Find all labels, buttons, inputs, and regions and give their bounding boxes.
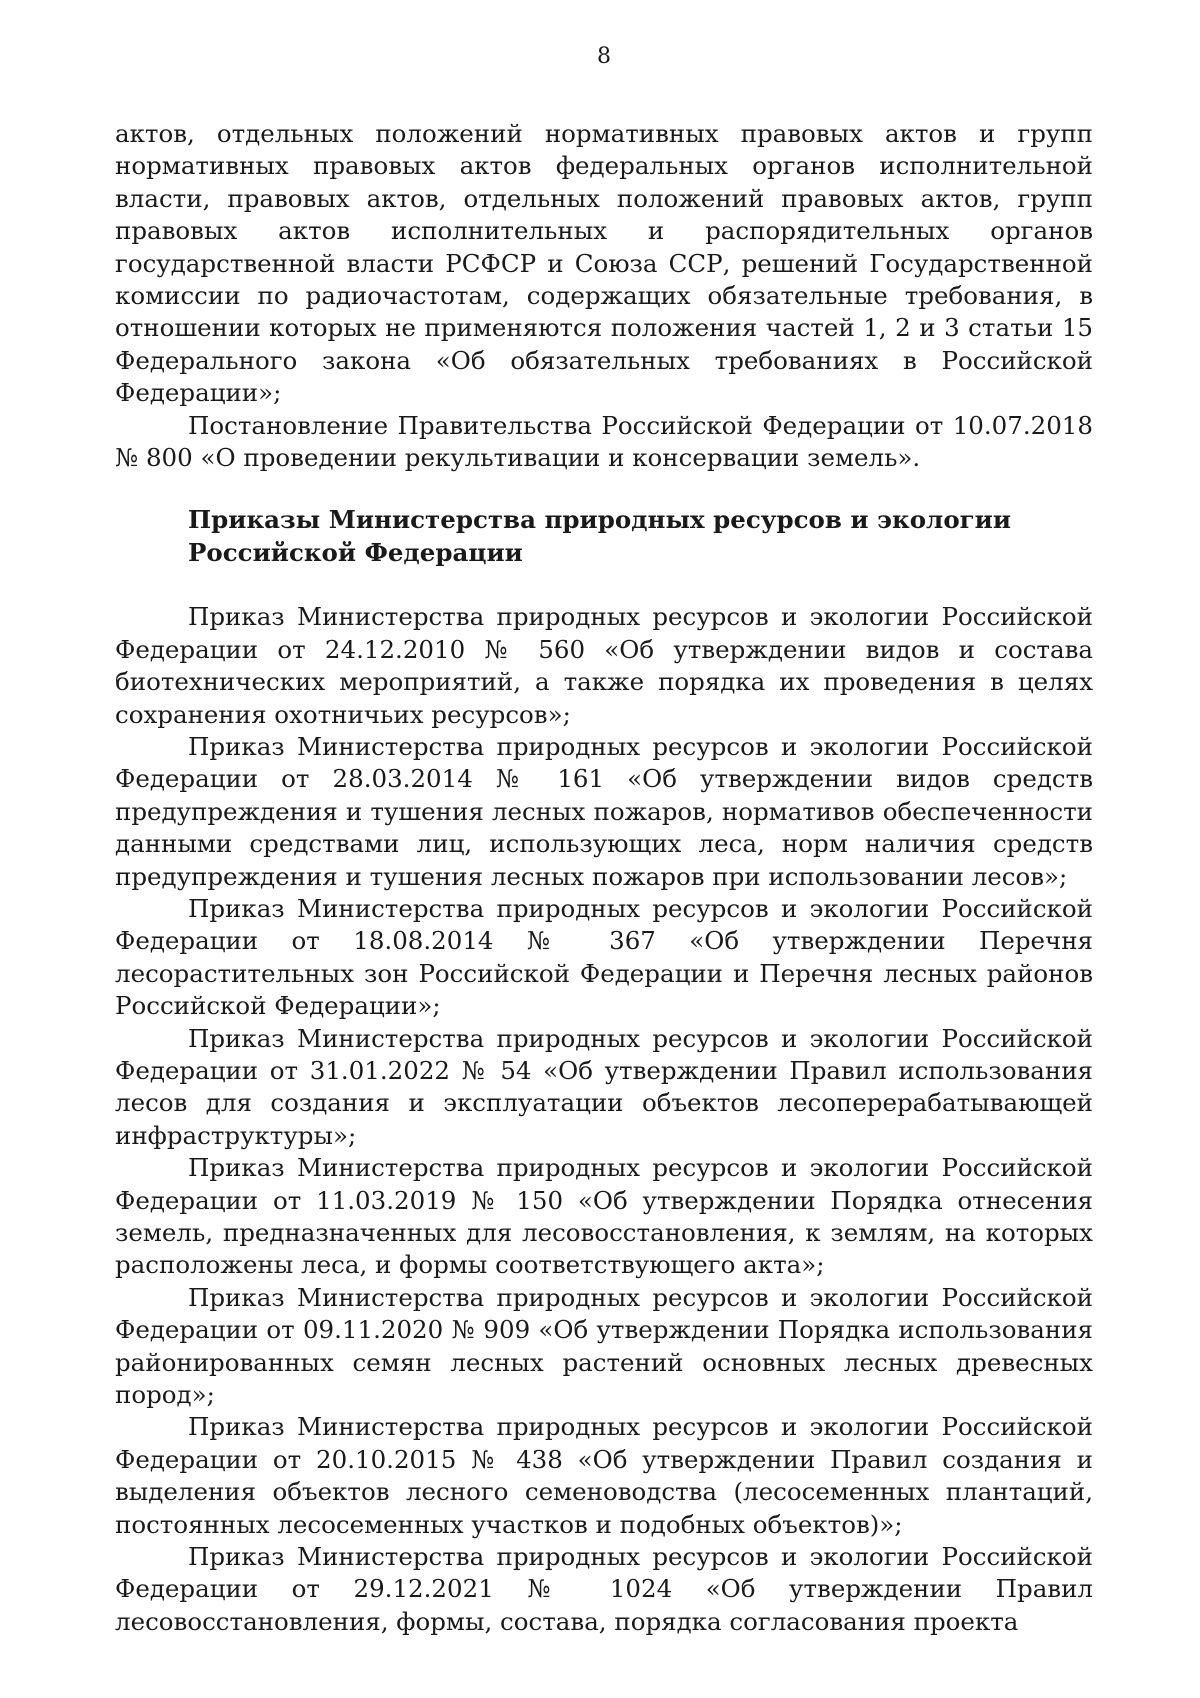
- page-number: 8: [597, 44, 611, 69]
- document-body: [115, 118, 1093, 1638]
- section-heading: Приказы Министерства природных ресурсов и экологии Российской Федерации: [188, 505, 1012, 567]
- paragraph: Приказ Министерства природных ресурсов и экологии Российской Федерации от 31.01.2022 № 54 «Об утверждении Правил использования лесов для создания и эксплуатации объектов лесоперерабатывающей инфраструктуры»;: [115, 1023, 1093, 1150]
- paragraph: Приказ Министерства природных ресурсов и экологии Российской Федерации от 29.12.2021 № 1024 «Об утверждении Правил лесовосстановления, формы, состава, порядка согласования проекта: [115, 1542, 1093, 1636]
- paragraph: Приказ Министерства природных ресурсов и экологии Российской Федерации от 28.03.2014 № 161 «Об утверждении видов средств предупреждения и тушения лесных пожаров, нормативов обеспеченности данными средствами лиц, использующих леса, норм наличия средств предупреждения и тушения лесных пожаров при использовании лесов»;: [115, 731, 1093, 891]
- paragraph: Приказ Министерства природных ресурсов и экологии Российской Федерации от 09.11.2020 № 909 «Об утверждении Порядка использования районированных семян лесных растений основных лесных древесных пород»;: [115, 1282, 1093, 1410]
- paragraph: Приказ Министерства природных ресурсов и экологии Российской Федерации от 20.10.2015 № 438 «Об утверждении Правил создания и выделения объектов лесного семеноводства (лесосеменных плантаций, постоянных лесосеменных участков и подобных объектов)»;: [115, 1412, 1093, 1539]
- paragraph: Постановление Правительства Российской Федерации от 10.07.2018 № 800 «О проведении рекультивации и консервации земель».: [115, 410, 1093, 473]
- paragraph: Приказ Министерства природных ресурсов и экологии Российской Федерации от 24.12.2010 № 560 «Об утверждении видов и состава биотехнических мероприятий, а также порядка их проведения в целях сохранения охотничьих ресурсов»;: [115, 602, 1093, 729]
- paragraph: Приказ Министерства природных ресурсов и экологии Российской Федерации от 18.08.2014 № 367 «Об утверждении Перечня лесорастительных зон Российской Федерации и Перечня лесных районов Российской Федерации»;: [115, 893, 1093, 1021]
- document-page: [115, 0, 1093, 1698]
- paragraph: Приказ Министерства природных ресурсов и экологии Российской Федерации от 11.03.2019 № 150 «Об утверждении Порядка отнесения земель, предназначенных для лесовосстановления, к землям, на которых расположены леса, и формы соответствующего акта»;: [115, 1153, 1093, 1280]
- paragraph: актов, отдельных положений нормативных правовых актов и групп нормативных правовых актов федеральных органов исполнительной власти, правовых актов, отдельных положений правовых актов, групп правовых актов исполнительных и распорядительных органов государственной власти РСФСР и Союза ССР, решений Государственной комиссии по радиочастотам, содержащих обязательные требования, в отношении которых не применяются положения частей 1, 2 и 3 статьи 15 Федерального закона «Об обязательных требованиях в Российской Федерации»;: [115, 119, 1093, 408]
